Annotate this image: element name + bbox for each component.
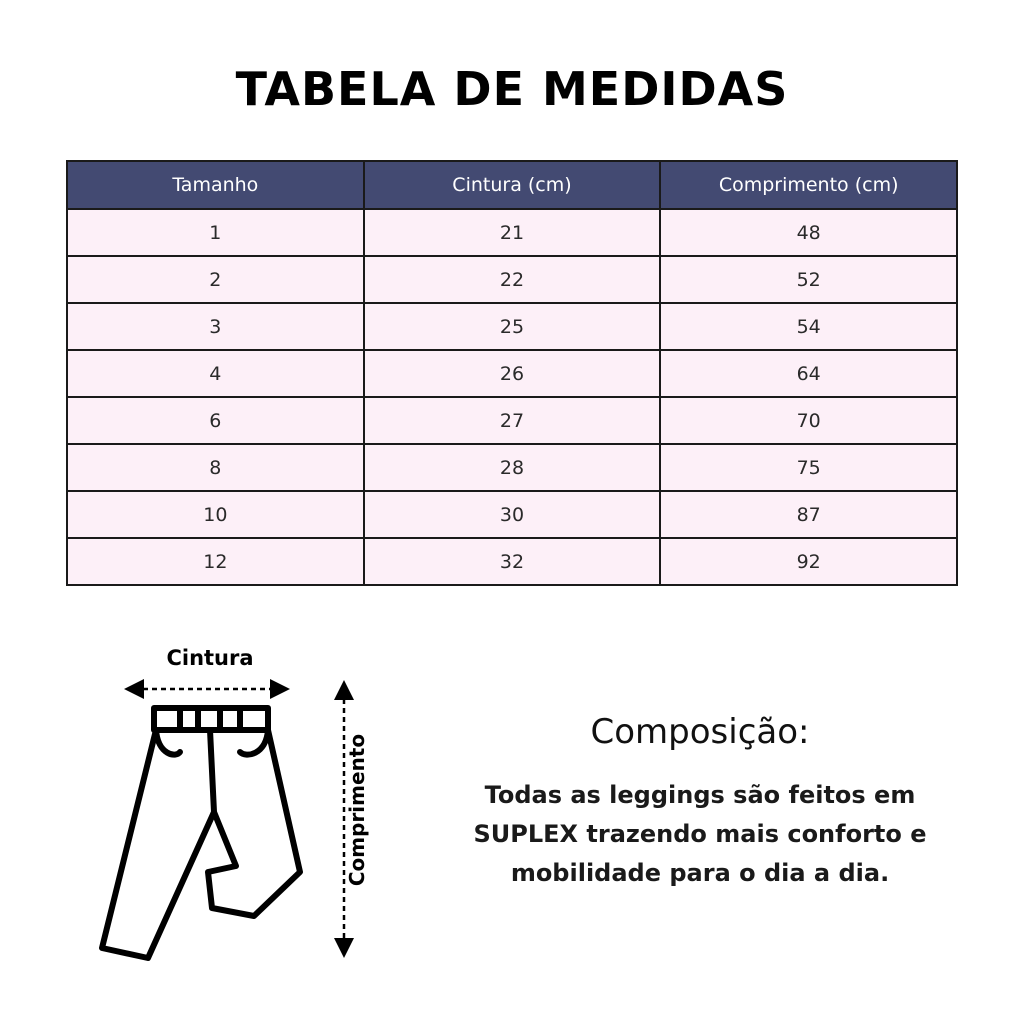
- cell-comprimento: 70: [660, 397, 957, 444]
- table-header-row: [67, 161, 957, 209]
- cell-tamanho: 3: [67, 303, 364, 350]
- cell-tamanho: 10: [67, 491, 364, 538]
- cell-cintura: 25: [364, 303, 661, 350]
- cell-cintura: 27: [364, 397, 661, 444]
- waist-label: Cintura: [166, 646, 254, 670]
- header-comprimento: Comprimento (cm): [660, 161, 957, 209]
- cell-tamanho: 2: [67, 256, 364, 303]
- table-row: [67, 538, 957, 585]
- cell-comprimento: 52: [660, 256, 957, 303]
- cell-comprimento: 87: [660, 491, 957, 538]
- composition-text: Todas as leggings são feitos em SUPLEX trazendo mais conforto e mobilidade para o dia a dia.: [473, 781, 927, 887]
- pants-icon: [102, 708, 300, 958]
- cell-tamanho: 12: [67, 538, 364, 585]
- table-row: [67, 444, 957, 491]
- page-title: TABELA DE MEDIDAS: [235, 62, 789, 116]
- cell-comprimento: 54: [660, 303, 957, 350]
- cell-comprimento: 75: [660, 444, 957, 491]
- cell-cintura: 21: [364, 209, 661, 256]
- cell-tamanho: 8: [67, 444, 364, 491]
- cell-tamanho: 6: [67, 397, 364, 444]
- table-row: [67, 303, 957, 350]
- cell-cintura: 26: [364, 350, 661, 397]
- cell-tamanho: 1: [67, 209, 364, 256]
- cell-tamanho: 4: [67, 350, 364, 397]
- table-row: [67, 256, 957, 303]
- composition-title: Composição:: [590, 712, 810, 752]
- size-table: [66, 160, 958, 586]
- table-row: [67, 491, 957, 538]
- header-cintura: Cintura (cm): [364, 161, 661, 209]
- cell-comprimento: 64: [660, 350, 957, 397]
- header-tamanho: Tamanho: [67, 161, 364, 209]
- table-row: [67, 350, 957, 397]
- cell-cintura: 28: [364, 444, 661, 491]
- table-row: [67, 397, 957, 444]
- table-row: [67, 209, 957, 256]
- cell-comprimento: 48: [660, 209, 957, 256]
- cell-cintura: 30: [364, 491, 661, 538]
- cell-cintura: 22: [364, 256, 661, 303]
- cell-comprimento: 92: [660, 538, 957, 585]
- length-label: Comprimento: [345, 733, 369, 887]
- cell-cintura: 32: [364, 538, 661, 585]
